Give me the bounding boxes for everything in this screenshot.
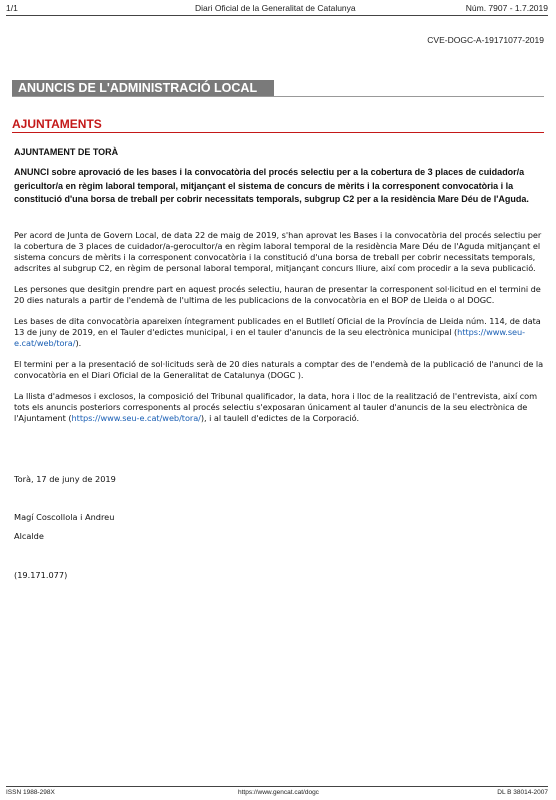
seu-electronica-link[interactable]: https://www.seu-e.cat/web/tora/ xyxy=(14,327,526,348)
paragraph-text: ). xyxy=(75,338,82,348)
issn: ISSN 1988-298X xyxy=(6,789,55,796)
paragraph xyxy=(14,316,544,349)
page-header xyxy=(6,3,548,14)
paragraph-text: La llista d'admesos i exclosos, la composició del Tribunal qualificador, la data, hora i lloc de la realització de l'entrevista, així com tots els anuncis posteriors corresponents al procés selectiu s'exposaran únicament al tauler d'anuncis de la seu electrònica de l'Ajuntament ( xyxy=(14,391,538,423)
paragraph xyxy=(14,391,544,424)
section-rule xyxy=(12,96,544,97)
organization-name: AJUNTAMENT DE TORÀ xyxy=(14,147,119,157)
paragraph: Les persones que desitgin prendre part en aquest procés selectiu, hauran de presentar la corresponent sol·licitud en el termini de 20 dies naturals a partir de l'endemà de l'ultima de les publicacions de la convocatòria en el BOP de Lleida o al DOGC. xyxy=(14,284,541,305)
place-date: Torà, 17 de juny de 2019 xyxy=(14,474,116,484)
signatory-name: Magí Coscollola i Andreu xyxy=(14,512,115,522)
signatory-role: Alcalde xyxy=(14,531,44,541)
page-number: 1/1 xyxy=(6,3,18,13)
paragraph: El termini per a la presentació de sol·licituds serà de 20 dies naturals a comptar des de l'endemà de la publicació de l'anunci de la convocatòria en el Diari Oficial de la Generalitat de Catalunya (DOGC ). xyxy=(14,359,544,380)
issue-number: Núm. 7907 - 1.7.2019 xyxy=(465,3,548,13)
legal-deposit: DL B 38014-2007 xyxy=(497,789,548,796)
header-rule xyxy=(6,15,548,16)
reference-number: (19.171.077) xyxy=(14,570,68,580)
announcement-title: ANUNCI sobre aprovació de les bases i la convocatòria del procés selectiu per a la cobertura de 3 places de cuidador/a gericultor/a en règim laboral temporal, mitjançant el sistema de concurs de mèrits i la corresponent convocatòria i la constitució d'una borsa de treball per cobrir necessitats temporals, subgrup C2 per a la residència Mare Déu de l'Aguda. xyxy=(14,167,529,204)
section-heading: ANUNCIS DE L'ADMINISTRACIÓ LOCAL xyxy=(12,80,274,96)
paragraph-text: ), i al taulell d'edictes de la Corporació. xyxy=(200,413,360,423)
category-heading: AJUNTAMENTS xyxy=(12,117,102,131)
paragraph-text: Les bases de dita convocatòria apareixen íntegrament publicades en el Butlletí Oficial de la Província de Lleida núm. 114, de data 13 de juny de 2019, en el Tauler d'edictes municipal, i en el tauler d'anuncis de la seu electrònica municipal ( xyxy=(14,316,541,337)
journal-name: Diari Oficial de la Generalitat de Catalunya xyxy=(195,3,356,13)
announcement-body xyxy=(14,230,544,434)
footer-rule xyxy=(6,786,548,787)
paragraph: Per acord de Junta de Govern Local, de data 22 de maig de 2019, s'han aprovat les Bases i la convocatòria del procés selectiu per la cobertura de 3 places de cuidador/a-gerocultor/a en règim laboral temporal de la residència Mare Déu de l'Aguda mitjançant el sistema concurs de mèrits i la corresponent convocatòria i la constitució d'una borsa de treball per cobrir necessitats temporals, adscrites al subgrup C2, en règim de personal laboral temporal, mitjançant concurs lliure, així com procedir a la seva publicació. xyxy=(14,230,542,273)
dogc-url[interactable]: https://www.gencat.cat/dogc xyxy=(238,789,319,796)
seu-electronica-link[interactable]: https://www.seu-e.cat/web/tora/ xyxy=(71,413,201,423)
cve-code: CVE-DOGC-A-19171077-2019 xyxy=(427,35,544,45)
category-rule xyxy=(12,132,544,133)
page-footer xyxy=(6,789,548,799)
